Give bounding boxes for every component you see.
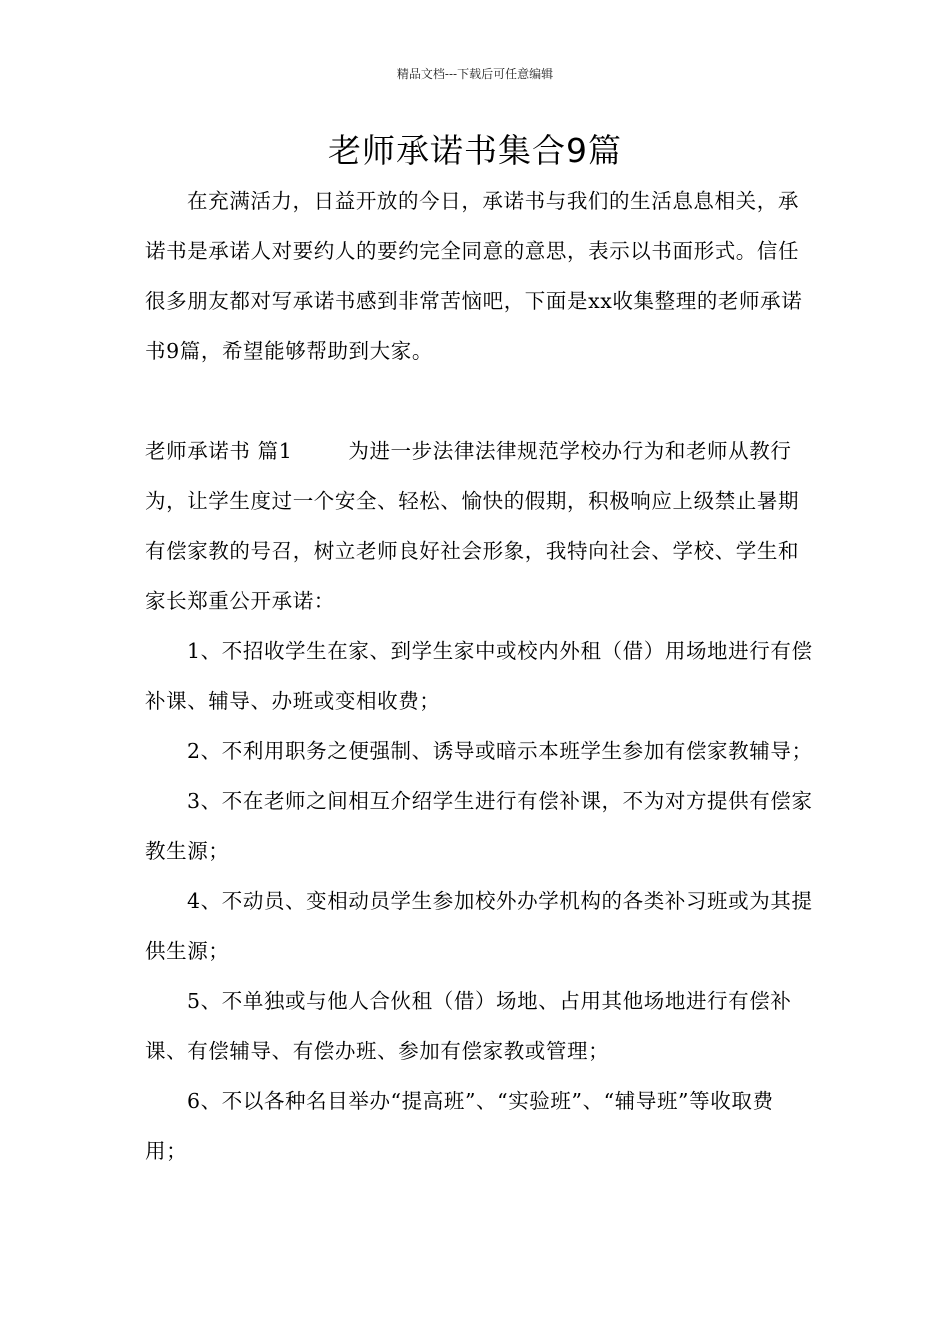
- header-note: 精品文档---下载后可任意编辑: [396, 67, 554, 81]
- intro-block: [145, 176, 815, 376]
- section-1-opening-text: 为进一步法律法律规范学校办行为和老师从教行为，让学生度过一个安全、轻松、愉快的假期，积极响应上级禁止暑期有偿家教的号召，树立老师良好社会形象，我特向社会、学校、学生和家长郑重公开承诺：: [145, 439, 800, 613]
- section-1: [145, 426, 815, 1176]
- commitment-item-4: 4、不动员、变相动员学生参加校外办学机构的各类补习班或为其提供生源；: [145, 889, 813, 963]
- commitment-item-5: 5、不单独或与他人合伙租（借）场地、占用其他场地进行有偿补课、有偿辅导、有偿办班、参加有偿家教或管理；: [145, 989, 792, 1063]
- section-1-heading: 老师承诺书 篇1: [145, 439, 293, 463]
- commitment-item-6: 6、不以各种名目举办“提高班”、“实验班”、“辅导班”等收取费用；: [145, 1089, 774, 1163]
- commitment-item-2: 2、不利用职务之便强制、诱导或暗示本班学生参加有偿家教辅导；: [187, 739, 813, 763]
- commitment-item-3: 3、不在老师之间相互介绍学生进行有偿补课，不为对方提供有偿家教生源；: [145, 789, 813, 863]
- section-1-opening-paragraph: [145, 426, 815, 626]
- intro-paragraph: 在充满活力，日益开放的今日，承诺书与我们的生活息息相关，承诺书是承诺人对要约人的要约完全同意的意思，表示以书面形式。信任很多朋友都对写承诺书感到非常苦恼吧，下面是xx收集整理的老师承诺书9篇，希望能够帮助到大家。: [145, 189, 803, 363]
- document-title: 老师承诺书集合9篇: [328, 131, 622, 170]
- commitment-item-1: 1、不招收学生在家、到学生家中或校内外租（借）用场地进行有偿补课、辅导、办班或变相收费；: [145, 639, 813, 713]
